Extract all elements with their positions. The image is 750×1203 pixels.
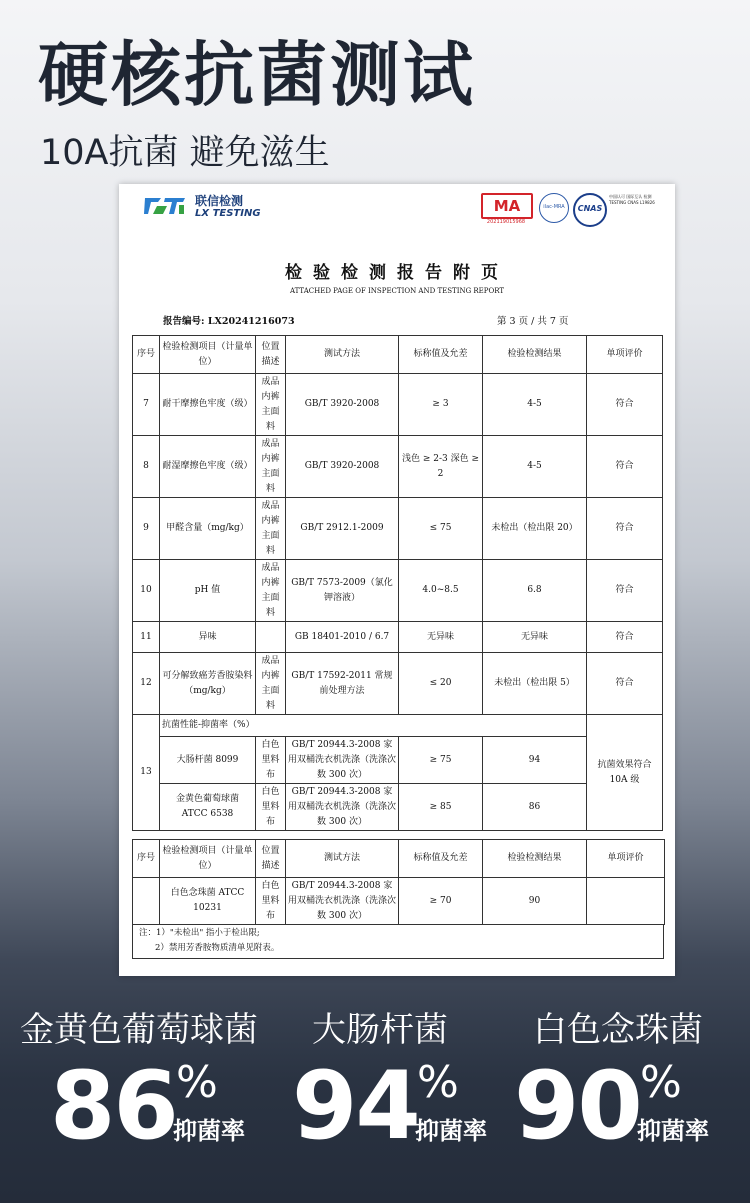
table-row bbox=[133, 878, 665, 925]
cell-spec: ≥ 75 bbox=[399, 737, 483, 784]
cell-item: 大肠杆菌 8099 bbox=[160, 737, 256, 784]
col-header: 测试方法 bbox=[286, 336, 399, 374]
col-header: 检验检测项目（计量单位） bbox=[160, 840, 256, 878]
cell-spec: 无异味 bbox=[399, 622, 483, 653]
note-line: 注：1）"未检出" 指小于检出限; bbox=[139, 928, 260, 938]
cell-item: 甲醛含量（mg/kg） bbox=[160, 498, 256, 560]
cell-method: GB 18401-2010 / 6.7 bbox=[286, 622, 399, 653]
cell-no: 8 bbox=[133, 436, 160, 498]
col-header: 单项评价 bbox=[587, 336, 663, 374]
cell-result: 未检出（检出限 5） bbox=[483, 653, 587, 715]
table-row bbox=[133, 622, 663, 653]
cell-result: 无异味 bbox=[483, 622, 587, 653]
cell-pos: 成品内裤主面料 bbox=[256, 436, 286, 498]
cell-result: 6.8 bbox=[483, 560, 587, 622]
cma-mark: MA bbox=[481, 193, 533, 219]
cell-eval bbox=[587, 878, 665, 925]
extra-results-table bbox=[132, 839, 665, 925]
cell-item: 耐湿摩擦色牢度（级） bbox=[160, 436, 256, 498]
cell-eval: 符合 bbox=[587, 653, 663, 715]
cell-pos: 白色里料布 bbox=[256, 784, 286, 831]
table-subrow bbox=[133, 784, 663, 831]
col-header: 位置描述 bbox=[256, 336, 286, 374]
cell-spec: ≥ 85 bbox=[399, 784, 483, 831]
table-header-row bbox=[133, 840, 665, 878]
cell-eval: 抗菌效果符合 10A 级 bbox=[587, 715, 663, 831]
cell-no: 9 bbox=[133, 498, 160, 560]
stat-value-staph: 86 bbox=[50, 1052, 177, 1161]
cell-spec: 浅色 ≥ 2-3 深色 ≥ 2 bbox=[399, 436, 483, 498]
col-header: 序号 bbox=[133, 840, 160, 878]
brand-name-cn: 联信检测 bbox=[195, 194, 244, 208]
cell-eval: 符合 bbox=[587, 374, 663, 436]
cell-item: pH 值 bbox=[160, 560, 256, 622]
cell-spec: ≤ 20 bbox=[399, 653, 483, 715]
col-header: 测试方法 bbox=[286, 840, 399, 878]
cell-spec: ≥ 70 bbox=[399, 878, 483, 925]
cnas-caption: 中国认可 国际互认 检测 TESTING CNAS L19826 bbox=[609, 194, 655, 205]
report-title: 检验检测报告附页 bbox=[285, 263, 509, 283]
cell-pos: 白色里料布 bbox=[256, 878, 286, 925]
col-header: 标称值及允差 bbox=[399, 336, 483, 374]
cell-spec: ≤ 75 bbox=[399, 498, 483, 560]
stat-percent-ecoli: % bbox=[417, 1057, 459, 1108]
cell-method: GB/T 20944.3-2008 家用双桶洗衣机洗涤（洗涤次数 300 次） bbox=[286, 784, 399, 831]
stat-value-ecoli: 94 bbox=[292, 1052, 419, 1161]
table-row bbox=[133, 560, 663, 622]
table-subrow bbox=[133, 737, 663, 784]
cell-method: GB/T 20944.3-2008 家用双桶洗衣机洗涤（洗涤次数 300 次） bbox=[286, 878, 399, 925]
cell-pos: 白色里料布 bbox=[256, 737, 286, 784]
stat-unit-candida: 抑菌率 bbox=[637, 1117, 709, 1145]
stat-percent-candida: % bbox=[640, 1057, 682, 1108]
col-header: 检验检测项目（计量单位） bbox=[160, 336, 256, 374]
brand-name-en: LX TESTING bbox=[195, 208, 261, 219]
note-line: 2）禁用芳香胺物质清单见附表。 bbox=[155, 943, 280, 953]
col-header: 序号 bbox=[133, 336, 160, 374]
cell-eval: 符合 bbox=[587, 498, 663, 560]
cell-result: 未检出（检出限 20） bbox=[483, 498, 587, 560]
col-header: 检验检测结果 bbox=[483, 840, 587, 878]
cma-number: 202119015968 bbox=[486, 219, 526, 225]
results-table bbox=[132, 335, 663, 831]
page-title: 硬核抗菌测试 bbox=[38, 34, 476, 116]
cell-item: 耐干摩擦色牢度（级） bbox=[160, 374, 256, 436]
cell-pos bbox=[256, 622, 286, 653]
stat-label-staph: 金黄色葡萄球菌 bbox=[20, 1010, 258, 1050]
cell-eval: 符合 bbox=[587, 622, 663, 653]
cell-method: GB/T 17592-2011 常规前处理方法 bbox=[286, 653, 399, 715]
report-page: 第 3 页 / 共 7 页 bbox=[497, 316, 569, 327]
cell-no: 13 bbox=[133, 715, 160, 831]
page-subtitle: 10A抗菌 避免滋生 bbox=[40, 133, 330, 173]
cell-pos: 成品内裤主面料 bbox=[256, 560, 286, 622]
stat-label-ecoli: 大肠杆菌 bbox=[312, 1010, 448, 1050]
cell-item: 白色念珠菌 ATCC 10231 bbox=[160, 878, 256, 925]
cell-group-title: 抗菌性能-抑菌率（%） bbox=[160, 715, 587, 737]
cell-method: GB/T 20944.3-2008 家用双桶洗衣机洗涤（洗涤次数 300 次） bbox=[286, 737, 399, 784]
cnas-icon: CNAS bbox=[573, 193, 607, 227]
cell-method: GB/T 2912.1-2009 bbox=[286, 498, 399, 560]
col-header: 检验检测结果 bbox=[483, 336, 587, 374]
report-title-en: ATTACHED PAGE OF INSPECTION AND TESTING REPORT bbox=[289, 287, 505, 295]
cell-pos: 成品内裤主面料 bbox=[256, 653, 286, 715]
cell-item: 异味 bbox=[160, 622, 256, 653]
lx-testing-logo-icon bbox=[143, 194, 187, 218]
cell-item: 金黄色葡萄球菌 ATCC 6538 bbox=[160, 784, 256, 831]
stat-value-candida: 90 bbox=[514, 1052, 641, 1161]
cell-pos: 成品内裤主面料 bbox=[256, 374, 286, 436]
cell-item: 可分解致癌芳香胺染料（mg/kg） bbox=[160, 653, 256, 715]
cell-result: 90 bbox=[483, 878, 587, 925]
col-header: 单项评价 bbox=[587, 840, 665, 878]
cell-no: 10 bbox=[133, 560, 160, 622]
test-report-document bbox=[119, 184, 675, 976]
cell-result: 4-5 bbox=[483, 436, 587, 498]
cell-pos: 成品内裤主面料 bbox=[256, 498, 286, 560]
cell-eval: 符合 bbox=[587, 560, 663, 622]
cell-method: GB/T 7573-2009（氯化钾溶液） bbox=[286, 560, 399, 622]
table-row bbox=[133, 653, 663, 715]
stat-unit-staph: 抑菌率 bbox=[173, 1117, 245, 1145]
cell-spec: 4.0~8.5 bbox=[399, 560, 483, 622]
cell-no: 7 bbox=[133, 374, 160, 436]
stat-label-candida: 白色念珠菌 bbox=[533, 1010, 703, 1050]
cell-spec: ≥ 3 bbox=[399, 374, 483, 436]
cell-method: GB/T 3920-2008 bbox=[286, 436, 399, 498]
table-row bbox=[133, 374, 663, 436]
table-header-row bbox=[133, 336, 663, 374]
col-header: 标称值及允差 bbox=[399, 840, 483, 878]
cell-result: 94 bbox=[483, 737, 587, 784]
cell-method: GB/T 3920-2008 bbox=[286, 374, 399, 436]
cell-result: 4-5 bbox=[483, 374, 587, 436]
table-row-group-13 bbox=[133, 715, 663, 737]
stat-percent-staph: % bbox=[176, 1057, 218, 1108]
cell-no: 11 bbox=[133, 622, 160, 653]
report-notes bbox=[132, 924, 664, 959]
cell-result: 86 bbox=[483, 784, 587, 831]
cell-eval: 符合 bbox=[587, 436, 663, 498]
cma-seal bbox=[481, 193, 531, 225]
col-header: 位置描述 bbox=[256, 840, 286, 878]
table-row bbox=[133, 498, 663, 560]
report-number: 报告编号: LX20241216073 bbox=[163, 316, 295, 327]
ilac-mra-icon: ilac-MRA bbox=[539, 193, 569, 223]
stat-unit-ecoli: 抑菌率 bbox=[415, 1117, 487, 1145]
cell-no bbox=[133, 878, 160, 925]
table-row bbox=[133, 436, 663, 498]
cell-no: 12 bbox=[133, 653, 160, 715]
